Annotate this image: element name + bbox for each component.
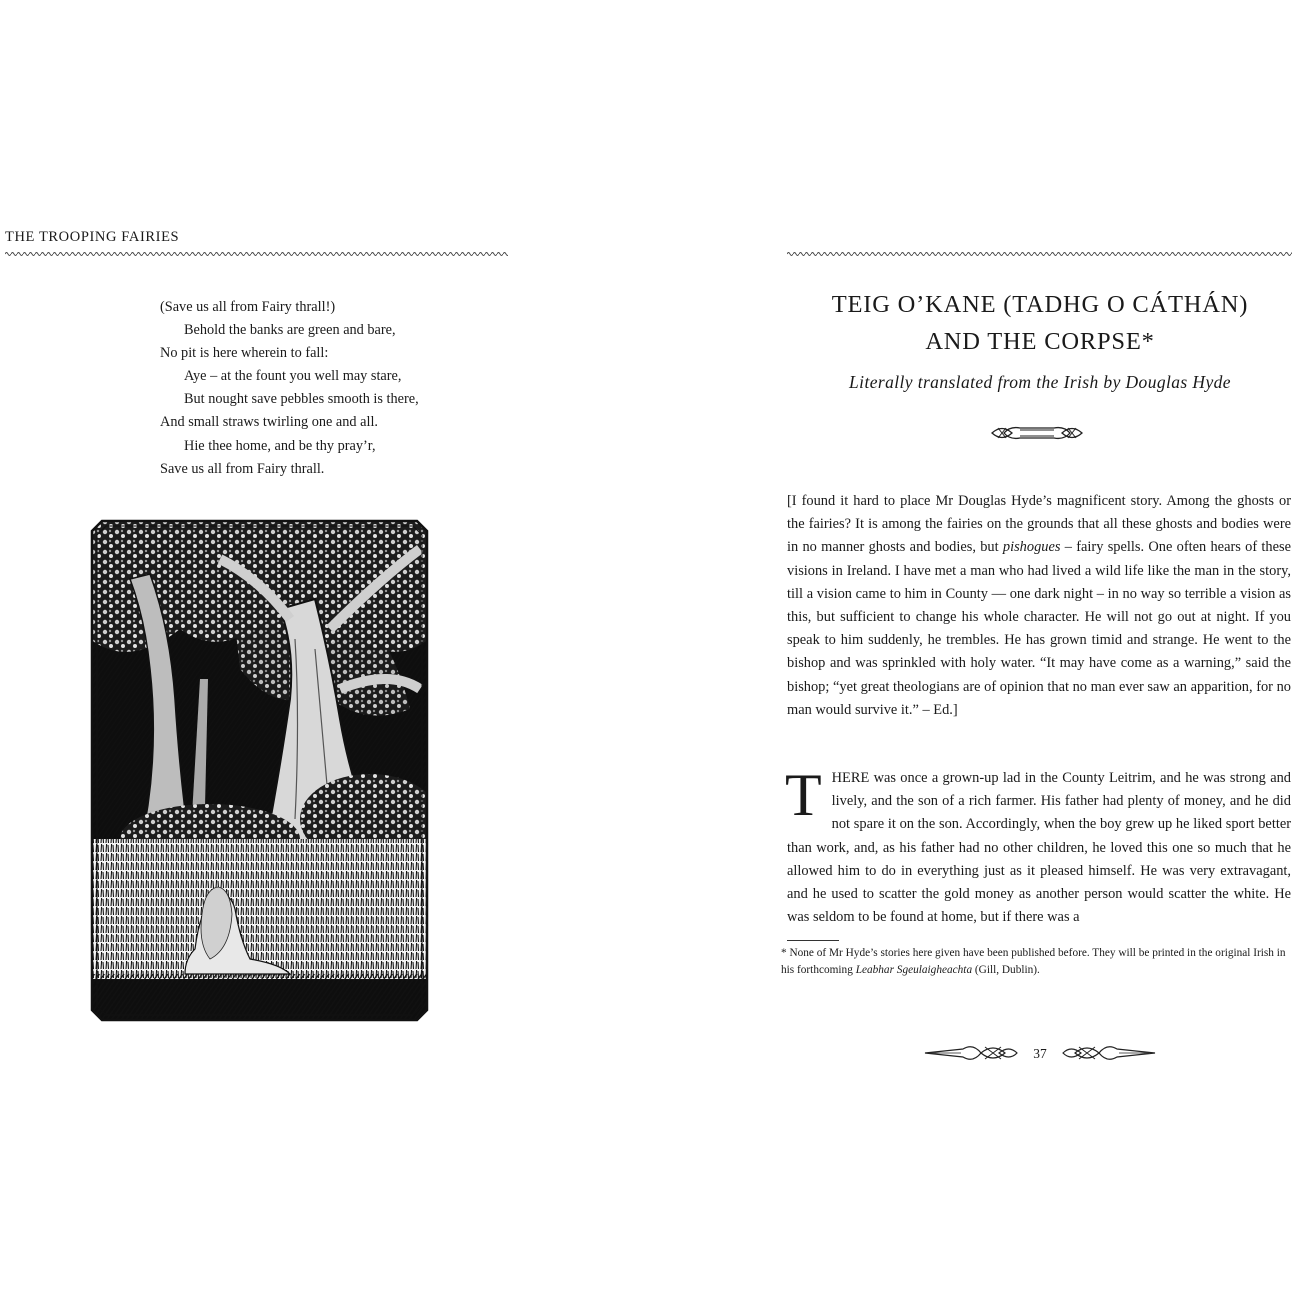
poem-line: Behold the banks are green and bare,	[184, 322, 396, 339]
footnote-text-2: (Gill, Dublin).	[972, 963, 1040, 976]
poem-line: Save us all from Fairy thrall.	[160, 460, 325, 477]
celtic-knot-ornament-icon	[990, 424, 1084, 442]
poem-line: But nought save pebbles smooth is there,	[184, 391, 419, 408]
running-head: THE TROOPING FAIRIES	[5, 229, 180, 245]
forest-illustration	[90, 519, 429, 1022]
poem-line: (Save us all from Fairy thrall!)	[160, 299, 336, 315]
poem-line: Hie thee home, and be thy pray’r,	[184, 437, 376, 454]
wavy-rule-right	[787, 251, 1292, 257]
title-line-2: AND THE CORPSE*	[925, 328, 1155, 355]
editor-note-italic: pishogues	[1002, 539, 1061, 556]
footnote	[781, 945, 1289, 978]
footnote-rule	[787, 940, 839, 941]
celtic-knot-ornament-icon	[923, 1043, 1019, 1063]
story-opening	[785, 762, 1291, 929]
footnote-text-1: * None of Mr Hyde’s stories here given have been published before. They will be printed in the original Irish in his forthcoming	[781, 947, 1286, 976]
editor-note	[787, 490, 1291, 722]
poem	[160, 296, 419, 481]
title-line-1: TEIG O’KANE (TADHG O CÁTHÁN)	[831, 291, 1249, 318]
poem-line: Aye – at the fount you well may stare,	[184, 368, 402, 385]
small-caps-opening: HERE	[831, 770, 870, 786]
story-title	[790, 286, 1290, 360]
poem-line: And small straws twirling one and all.	[160, 414, 378, 431]
subtitle: Literally translated from the Irish by Douglas Hyde	[849, 372, 1231, 392]
editor-note-text-1: [I found it hard to place Mr Douglas Hyde’s magnificent story. Among the ghosts or the fairies? It is among the fairies on the grounds that all these ghosts and bodies were in no manner ghosts and bodies, but	[787, 493, 1291, 556]
footnote-italic: Leabhar Sgeulaigheachta	[855, 963, 973, 976]
drop-cap: T	[785, 762, 822, 828]
celtic-knot-ornament-icon	[1061, 1043, 1157, 1063]
editor-note-text-2: – fairy spells. One often hears of these visions in Ireland. I have met a man who had lived a wild life like the man in the story, till a vision came to him in County — one dark night – in no way so terrible a vision as this, but sufficient to change his whole character. He will not go out at night. If you speak to him suddenly, he trembles. He has grown timid and strange. He went to the bishop and was sprinkled with holy water. “It may have come as a warning,” said the bishop; “yet great theologians are of opinion that no man ever saw an apparition, for no man would survive it.” – Ed.]	[787, 539, 1291, 718]
story-text: was once a grown-up lad in the County Leitrim, and he was strong and lively, and the son of a rich farmer. His father had plenty of money, and he did not spare it on the son. Accordingly, when the boy grew up he liked sport better than work, and, as his father had no other children, he loved this one so much that he allowed him to do in everything just as it pleased himself. He was very extravagant, and he used to scatter the gold money as another person would scatter the white. He was seldom to be found at home, but if there was a	[787, 770, 1291, 926]
page-number: 37	[1033, 1046, 1047, 1061]
wavy-rule-left	[5, 251, 508, 257]
poem-line: No pit is here wherein to fall:	[160, 345, 329, 362]
